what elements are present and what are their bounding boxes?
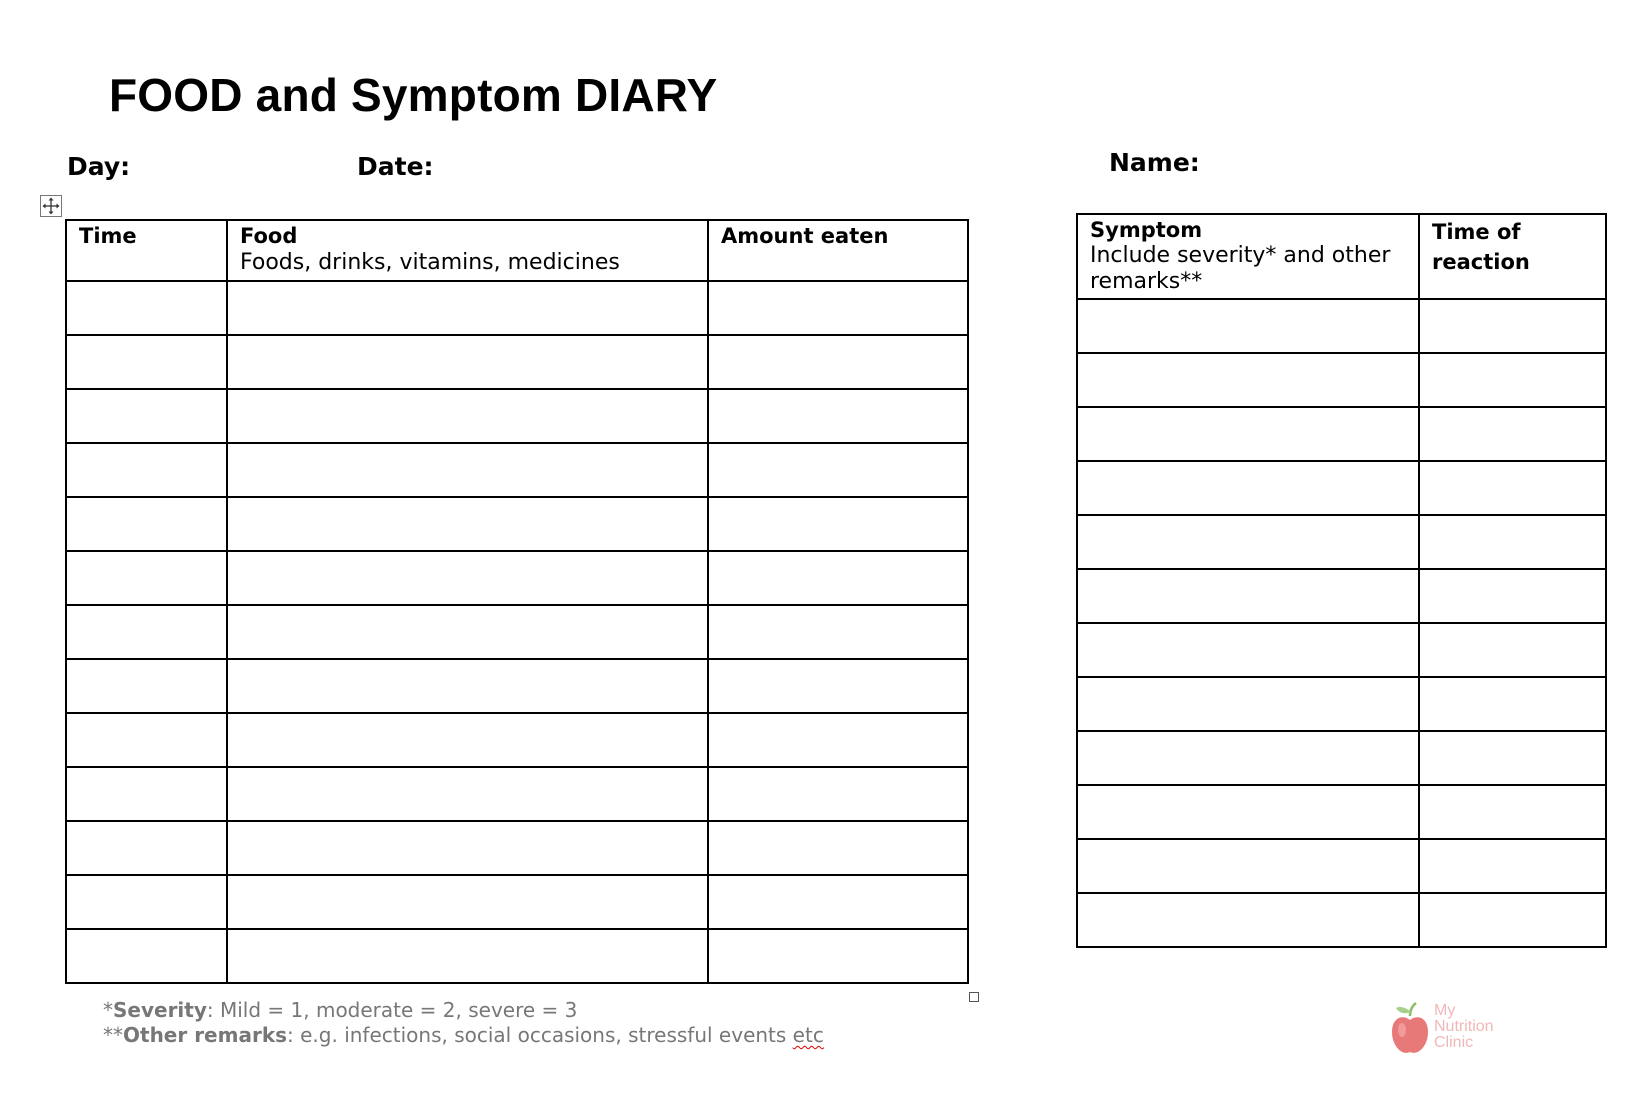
time-of-reaction-cell[interactable]: [1419, 515, 1606, 569]
amount-cell[interactable]: [708, 335, 968, 389]
food-table-row: [66, 551, 968, 605]
symptom-table-row: [1077, 623, 1606, 677]
date-label: Date:: [357, 152, 434, 181]
food-table-row: [66, 713, 968, 767]
time-cell[interactable]: [66, 713, 227, 767]
clinic-logo: [1388, 1000, 1518, 1062]
symptom-cell[interactable]: [1077, 299, 1419, 353]
time-of-reaction-cell[interactable]: [1419, 407, 1606, 461]
food-header: Food: [240, 224, 298, 248]
food-cell[interactable]: [227, 389, 708, 443]
time-cell[interactable]: [66, 767, 227, 821]
time-of-reaction-cell[interactable]: [1419, 893, 1606, 947]
time-cell[interactable]: [66, 389, 227, 443]
time-of-reaction-header: Time of reaction: [1432, 220, 1530, 274]
food-table-row: [66, 281, 968, 335]
amount-cell[interactable]: [708, 821, 968, 875]
food-table-header-row: [66, 220, 968, 281]
symptom-cell[interactable]: [1077, 893, 1419, 947]
remarks-prefix: **: [103, 1023, 123, 1047]
food-cell[interactable]: [227, 551, 708, 605]
food-table-row: [66, 497, 968, 551]
day-label: Day:: [67, 152, 131, 181]
time-cell[interactable]: [66, 497, 227, 551]
apple-icon: [1388, 1000, 1432, 1060]
time-cell[interactable]: [66, 929, 227, 983]
food-cell[interactable]: [227, 335, 708, 389]
symptom-cell[interactable]: [1077, 731, 1419, 785]
symptom-table-row: [1077, 569, 1606, 623]
food-cell[interactable]: [227, 605, 708, 659]
symptom-header-cell: [1077, 214, 1419, 299]
logo-line-1: My: [1434, 1002, 1456, 1019]
time-cell[interactable]: [66, 443, 227, 497]
amount-cell[interactable]: [708, 605, 968, 659]
food-table-row: [66, 389, 968, 443]
time-of-reaction-cell[interactable]: [1419, 461, 1606, 515]
symptom-table-row: [1077, 407, 1606, 461]
remarks-text: : e.g. infections, social occasions, stressful events: [287, 1023, 793, 1047]
food-cell[interactable]: [227, 281, 708, 335]
food-cell[interactable]: [227, 443, 708, 497]
food-table: [65, 219, 969, 984]
time-of-reaction-cell[interactable]: [1419, 353, 1606, 407]
severity-text: : Mild = 1, moderate = 2, severe = 3: [206, 998, 578, 1022]
amount-cell[interactable]: [708, 713, 968, 767]
time-of-reaction-cell[interactable]: [1419, 785, 1606, 839]
food-table-row: [66, 821, 968, 875]
table-resize-handle-icon[interactable]: [969, 992, 979, 1002]
severity-term: Severity: [113, 998, 207, 1022]
time-cell[interactable]: [66, 821, 227, 875]
food-table-row: [66, 335, 968, 389]
symptom-table-row: [1077, 839, 1606, 893]
amount-header-cell: [708, 220, 968, 281]
symptom-cell[interactable]: [1077, 677, 1419, 731]
food-table-row: [66, 605, 968, 659]
time-cell[interactable]: [66, 551, 227, 605]
amount-header: Amount eaten: [721, 224, 889, 248]
footnotes: [103, 998, 824, 1048]
amount-cell[interactable]: [708, 875, 968, 929]
name-label: Name:: [1109, 148, 1200, 177]
time-of-reaction-cell[interactable]: [1419, 623, 1606, 677]
time-of-reaction-cell[interactable]: [1419, 677, 1606, 731]
symptom-header: Symptom: [1090, 218, 1203, 242]
time-cell[interactable]: [66, 659, 227, 713]
symptom-table-row: [1077, 785, 1606, 839]
page-title: FOOD and Symptom DIARY: [109, 69, 718, 121]
logo-line-3: Clinic: [1434, 1034, 1474, 1051]
symptom-table: [1076, 213, 1607, 948]
symptom-table-row: [1077, 515, 1606, 569]
remarks-footnote: [103, 1023, 824, 1048]
amount-cell[interactable]: [708, 929, 968, 983]
time-cell[interactable]: [66, 605, 227, 659]
time-header-cell: [66, 220, 227, 281]
severity-footnote: [103, 998, 824, 1023]
logo-text: [1434, 1003, 1494, 1051]
amount-cell[interactable]: [708, 497, 968, 551]
food-cell[interactable]: [227, 497, 708, 551]
time-cell[interactable]: [66, 335, 227, 389]
food-header-subtitle: Foods, drinks, vitamins, medicines: [240, 250, 620, 275]
food-cell[interactable]: [227, 875, 708, 929]
time-cell[interactable]: [66, 875, 227, 929]
time-of-reaction-cell[interactable]: [1419, 299, 1606, 353]
symptom-table-row: [1077, 461, 1606, 515]
amount-cell[interactable]: [708, 389, 968, 443]
symptom-cell[interactable]: [1077, 407, 1419, 461]
food-table-row: [66, 875, 968, 929]
symptom-table-row: [1077, 299, 1606, 353]
symptom-table-row: [1077, 677, 1606, 731]
logo-line-2: Nutrition: [1434, 1018, 1494, 1035]
symptom-cell[interactable]: [1077, 839, 1419, 893]
severity-prefix: *: [103, 998, 113, 1022]
symptom-cell[interactable]: [1077, 515, 1419, 569]
food-cell[interactable]: [227, 929, 708, 983]
food-table-row: [66, 929, 968, 983]
symptom-header-subtitle: Include severity* and other remarks**: [1090, 243, 1391, 294]
symptom-table-header-row: [1077, 214, 1606, 299]
time-of-reaction-cell[interactable]: [1419, 569, 1606, 623]
symptom-cell[interactable]: [1077, 353, 1419, 407]
amount-cell[interactable]: [708, 767, 968, 821]
symptom-cell[interactable]: [1077, 569, 1419, 623]
time-cell[interactable]: [66, 281, 227, 335]
table-move-handle-icon[interactable]: [40, 195, 62, 217]
food-table-row: [66, 767, 968, 821]
amount-cell[interactable]: [708, 281, 968, 335]
time-of-reaction-cell[interactable]: [1419, 839, 1606, 893]
food-cell[interactable]: [227, 659, 708, 713]
time-of-reaction-cell[interactable]: [1419, 731, 1606, 785]
symptom-cell[interactable]: [1077, 785, 1419, 839]
symptom-table-row: [1077, 893, 1606, 947]
time-of-reaction-header-cell: [1419, 214, 1606, 299]
food-cell[interactable]: [227, 713, 708, 767]
food-table-row: [66, 659, 968, 713]
amount-cell[interactable]: [708, 659, 968, 713]
symptom-table-row: [1077, 731, 1606, 785]
food-cell[interactable]: [227, 767, 708, 821]
symptom-cell[interactable]: [1077, 461, 1419, 515]
food-header-cell: [227, 220, 708, 281]
amount-cell[interactable]: [708, 551, 968, 605]
food-table-row: [66, 443, 968, 497]
amount-cell[interactable]: [708, 443, 968, 497]
food-cell[interactable]: [227, 821, 708, 875]
spellcheck-word[interactable]: etc: [792, 1023, 824, 1047]
time-header: Time: [79, 224, 137, 248]
remarks-term: Other remarks: [123, 1023, 288, 1047]
symptom-cell[interactable]: [1077, 623, 1419, 677]
symptom-table-row: [1077, 353, 1606, 407]
